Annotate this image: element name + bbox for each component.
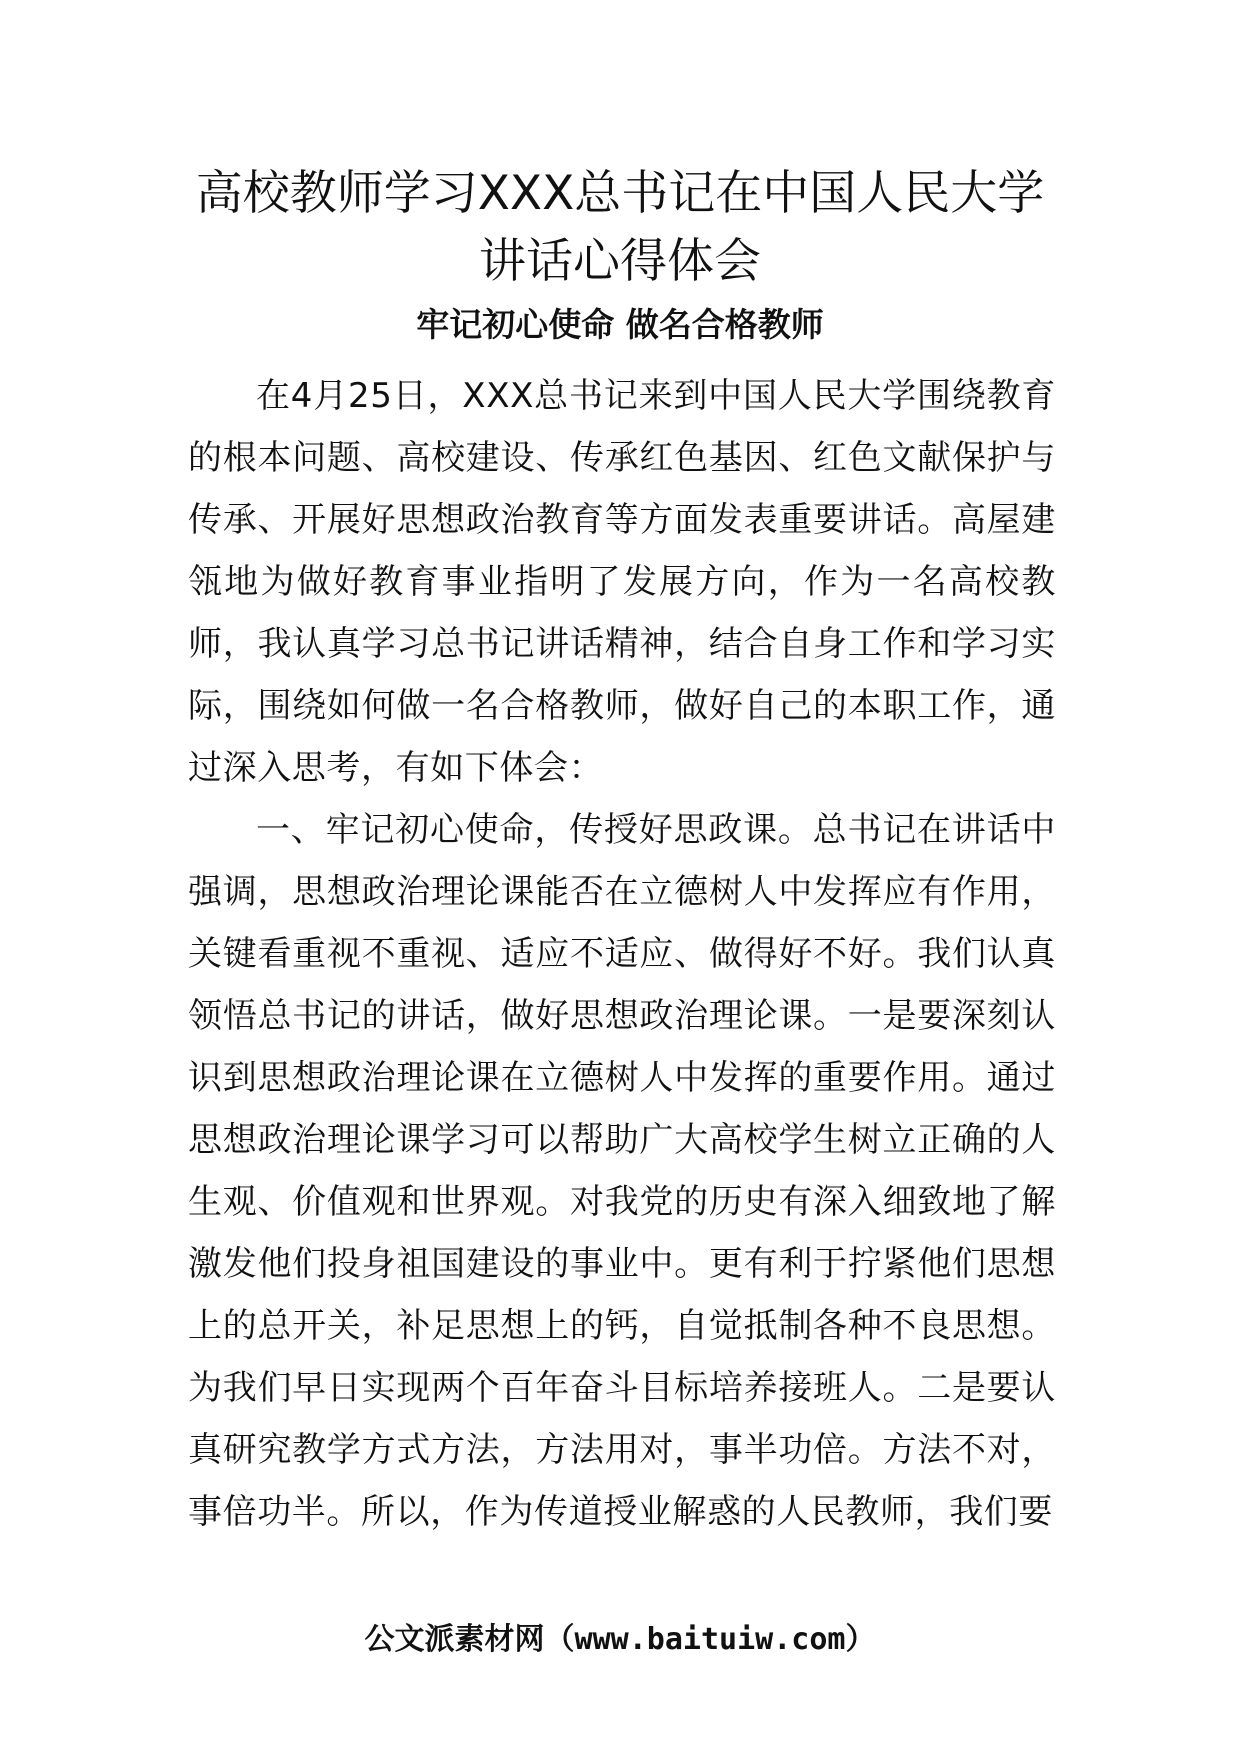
title-line-1: 高校教师学习XXX总书记在中国人民大学 — [195, 166, 1045, 221]
footer-site-name: 公文派素材网 — [364, 1622, 545, 1657]
document-subtitle: 牢记初心使命 做名合格教师 — [416, 305, 824, 344]
footer-url: （www.baituiw.com） — [544, 1622, 876, 1657]
document-body — [188, 365, 1056, 1543]
page-footer — [150, 1618, 1090, 1662]
title-line-2: 讲话心得体会 — [479, 234, 761, 289]
paragraph-2: 一、牢记初心使命，传授好思政课。总书记在讲话中强调，思想政治理论课能否在立德树人中发挥应有作用，关键看重视不重视、适应不适应、做得好不好。我们认真领悟总书记的讲话，做好思想政治理论课。一是要深刻认识到思想政治理论课在立德树人中发挥的重要作用。通过思想政治理论课学习可以帮助广大高校学生树立正确的人生观、价值观和世界观。对我党的历史有深入细致地了解激发他们投身祖国建设的事业中。更有利于拧紧他们思想上的总开关，补足思想上的钙，自觉抵制各种不良思想。为我们早日实现两个百年奋斗目标培养接班人。二是要认真研究教学方式方法，方法用对，事半功倍。方法不对，事倍功半。所以，作为传道授业解惑的人民教师，我们要 — [188, 810, 1056, 1532]
document-title — [150, 160, 1090, 296]
paragraph-1: 在4月25日，XXX总书记来到中国人民大学围绕教育的根本问题、高校建设、传承红色基因、红色文献保护与传承、开展好思想政治教育等方面发表重要讲话。高屋建瓴地为做好教育事业指明了发展方向，作为一名高校教师，我认真学习总书记讲话精神，结合自身工作和学习实际，围绕如何做一名合格教师，做好自己的本职工作，通过深入思考，有如下体会： — [188, 376, 1056, 788]
